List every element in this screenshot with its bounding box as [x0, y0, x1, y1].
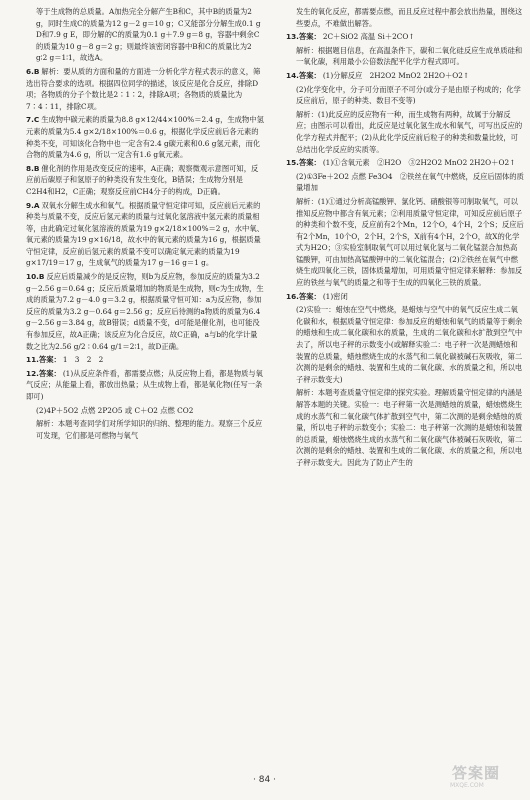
- answer-paragraph: [286, 31, 524, 43]
- answer-paragraph: [286, 387, 524, 468]
- answer-text: (2)化学变化中，分子可分而原子不可分(或分子是由原子构成的；化学反应前后，原子的种类、数目不变等): [296, 84, 521, 106]
- answer-text: 1 3 2 2: [62, 355, 104, 365]
- answer-text: 解析：(1)①通过分析高锰酸钾、氯化钙、硝酸银等可制取氧气，可以推知反应物中都含有氧元素；②利用质量守恒定律，可知反应前后原子的种类和个数不变，反应前有2个Mn，12个O，4个H，2个S；反应后有2个Mn，10个O，2个H，2个S，X前有4个H，2个O，故X的化学式为H2O；③实验室制取氧气可以用过氧化氢与二氧化锰混合加热高锰酸钾，可由加热高锰酸钾中的二氧化锰混合；(2)②铁丝在氧气中燃烧生成四氧化三铁，固体质量增加，可用质量守恒定律来解释：参加反应的铁丝与氧气的质量之和等于生成的四氧化三铁的质量。: [296, 196, 524, 288]
- question-number: 10.B: [26, 272, 45, 282]
- answer-paragraph: [26, 114, 264, 160]
- left-column: [26, 6, 264, 443]
- question-number: 9.A: [26, 200, 40, 210]
- watermark-logo: 答案圈: [452, 764, 501, 782]
- answer-paragraph: [26, 200, 264, 270]
- answer-text: 解析：根据题目信息，在高温条件下，碳和二氧化硅反应生成单质硅和一氧化碳，利用最小公倍数法配平化学方程式即可。: [296, 45, 523, 67]
- answer-text: 反应后质量减少的是反应物，则b为反应物，参加反应的质量为3.2 g－2.56 g＝0.64 g；反应后质量增加的物质是生成物，则c为生成物，生成的质量为7.2 g－4.0 g＝3.2 g，根据质量守恒可知：a为反应物，参加反应的质量为3.2 g－0.64 g＝2.56 g；反应后待测的a物质的质量为6.4 g－2.56 g＝3.84 g，故B错误；d质量不变，d可能是催化剂，也可能没有参加反应，故A正确；该反应为化合反应，故C正确，a与b的化学计量数之比为2.56 g/2 ∶ 0.64 g/1＝2∶1，故D正确。: [26, 272, 264, 351]
- answer-paragraph: [286, 196, 524, 289]
- question-number: 8.B: [26, 163, 40, 173]
- answer-text: (2)①3Fe＋2O2 点燃 Fe3O4 ②铁丝在氧气中燃烧，反应后固体的质量增加: [296, 171, 524, 193]
- question-number: 11.答案：: [26, 355, 61, 365]
- answer-paragraph: [26, 163, 264, 198]
- answer-text: 生成物中碳元素的质量为8.8 g×12/44×100%＝2.4 g，生成物中氢元素的质量为5.4 g×2/18×100%＝0.6 g，根据化学反应前后各元素的种类不变，可知该化合物中也一定含有2.4 g碳元素和0.6 g氢元素，而化合物的质量为4.6 g，所以一定含有1.6 g氧元素。: [26, 115, 264, 160]
- right-column: [286, 6, 524, 471]
- answer-paragraph: [286, 304, 524, 385]
- page-number: · 84 ·: [253, 775, 276, 785]
- answer-text: 2C＋SiO2 高温 Si＋2CO↑: [322, 32, 415, 42]
- answer-paragraph: [286, 6, 524, 29]
- answer-text: (1)密闭: [322, 291, 348, 301]
- answer-paragraph: [26, 368, 264, 403]
- answer-text: (2)实验一：蜡烛在空气中燃烧，是蜡烛与空气中的氧气反应生成二氧化碳和水，根据质量守恒定律：参加反应的蜡烛和氧气的质量等于剩余的蜡烛和生成二氧化碳和水的质量，生成的二氧化碳和水扩散到空气中去了，所以电子秤的示数变小(或解释实验二：电子秤一次是测蜡烛和装置的总质量，蜡烛燃烧生成的水蒸气和二氧化碳被碱石灰吸收，第二次测的是剩余的蜡烛、装置和生成的二氧化碳、水的质量之和，所以电子秤示数变大): [296, 305, 523, 384]
- answer-paragraph: [286, 171, 524, 194]
- answer-paragraph: [26, 405, 264, 417]
- answer-paragraph: [286, 291, 524, 303]
- answer-paragraph: [26, 6, 264, 64]
- answer-paragraph: [286, 45, 524, 68]
- answer-text: (1)从反应条件看，都需要点燃；从反应物上看，都是物质与氧气反应；从能量上看，都放出热量；从生成物上看，都是氧化物(任写一条即可): [26, 368, 263, 401]
- question-number: 15.答案：: [286, 158, 321, 168]
- answer-paragraph: [286, 84, 524, 107]
- question-number: 16.答案：: [286, 291, 321, 301]
- answer-text: 双氧水分解生成水和氧气。根据质量守恒定律可知，反应前后元素的种类与质量不变，反应后氢元素的质量与过氧化氢溶液中氢元素的质量相等，由此确定过氧化氢溶液的质量为19 g×2/18×100%＝2 g，水中氧、氧元素的质量为19 g×16/18，故水中的氧元素的质量为16 g，根据质量守恒定律，反应前后氢元素的质量不变可以确定氧元素的质量为19 g×17/19＝17 g，生成氧气的质量为17 g－16 g＝1 g。: [26, 200, 264, 268]
- answer-text: (1)分解反应 2H2O2 MnO2 2H2O＋O2↑: [322, 70, 470, 80]
- answer-text: 等于生成物的总质量。A加热完全分解产生B和C，其中B的质量为2 g，同时生成C的质量为12 g－2 g＝10 g；C又能部分分解生成0.1 g D和7.9 g E，即分解的C的质量为0.1 g＋7.9 g＝8 g，容器中剩余C的质量为10 g－8 g＝2 g；则最终该密闭容器中B和C的质量比为2 g∶2 g＝1∶1，故选A。: [36, 7, 261, 63]
- answer-text: 催化剂的作用是改变反应的速率，A正确；观察微观示意图可知，反应前后碳原子和氢原子的种类没有发生变化，B错误；生成物分别是C2H4和H2，C正确；观察反应前CH4分子的构成，D正确。: [26, 163, 259, 196]
- question-number: 12.答案：: [26, 368, 61, 378]
- answer-text: (1)①含氧元素 ②H2O ③2H2O2 MnO2 2H2O＋O2↑: [322, 158, 516, 168]
- answer-paragraph: [286, 70, 524, 82]
- question-number: 6.B: [26, 66, 40, 76]
- answer-paragraph: [26, 66, 264, 112]
- question-number: 14.答案：: [286, 70, 321, 80]
- question-number: 7.C: [26, 115, 40, 125]
- answer-paragraph: [26, 418, 264, 441]
- answer-text: 解析：本题考查质量守恒定律的探究实验。理解质量守恒定律的内涵是解答本题的关键。实验一：电子秤第一次是测蜡烛的质量，蜡烛燃烧生成的水蒸气和二氧化碳气体扩散到空气中，第二次测的是剩余蜡烛的质量，所以电子秤的示数变小；实验二：电子秤第一次测的是蜡烛和装置的总质量，蜡烛燃烧生成的水蒸气和二氧化碳气体被碱石灰吸收，第二次测的是剩余的蜡烛、装置和生成的二氧化碳、水的质量之和，所以电子秤示数变大。因此为了防止产生的: [296, 388, 523, 467]
- answer-text: 解析：要从质的方面和量的方面进一分析化学方程式表示的意义，筛选出符合要求的选项。根据四位同学的描述，该反应是化合反应，排除D项；各物质的分子个数比是2∶1∶2，排除A项；各物质的质量比为7∶4∶11，排除C项。: [26, 66, 261, 111]
- answer-text: 解析：(1)此反应的反应物有一种，而生成物有两种，故属于分解反应；由图示可以看出，此反应是过氧化氢生成水和氧气，可写出反应的化学方程式并配平；(2)从此化学反应前后粒子的种类和数量比较，可总结出化学反应的实质等。: [296, 109, 523, 154]
- answer-paragraph: [286, 157, 524, 169]
- answer-paragraph: [286, 109, 524, 155]
- answer-text: 解析：本题考查同学们对所学知识的归纳、整理的能力。观察三个反应可发现，它们都是可燃物与氧气: [36, 419, 263, 440]
- answer-paragraph: [26, 271, 264, 352]
- answer-text: 发生的氧化反应，都需要点燃，而且反应过程中都会放出热量，围绕这些要点，不难做出解答。: [296, 7, 523, 28]
- answer-paragraph: [26, 354, 264, 366]
- watermark-url: MXQE.COM: [450, 782, 484, 789]
- question-number: 13.答案：: [286, 32, 321, 42]
- answer-text: (2)4P＋5O2 点燃 2P2O5 或 C＋O2 点燃 CO2: [36, 405, 194, 415]
